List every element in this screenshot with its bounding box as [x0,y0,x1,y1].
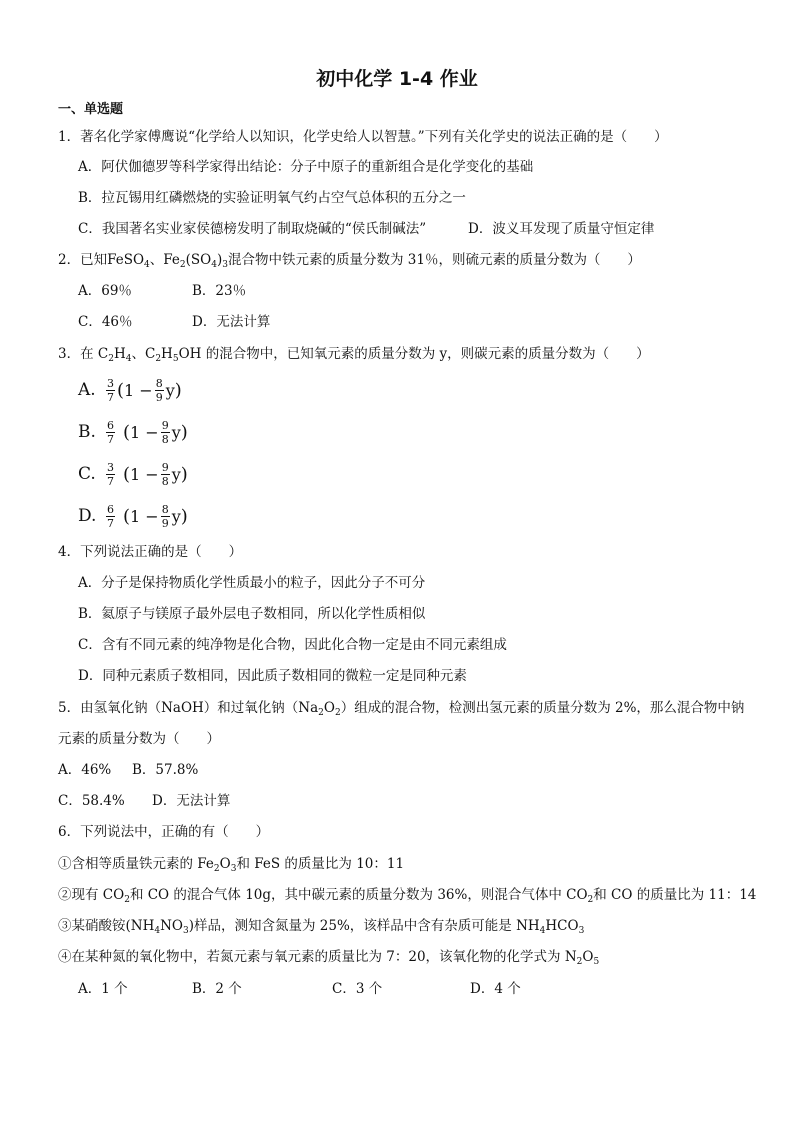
question-1-option-a[interactable]: A．阿伏伽德罗等科学家得出结论：分子中原子的重新组合是化学变化的基础 [78,159,534,175]
fraction: $\frac{3}{7}$ [107,376,114,404]
question-4-option-d[interactable]: D．同种元素质子数相同，因此质子数相同的微粒一定是同种元素 [78,668,467,684]
question-2-option-d[interactable]: D．无法计算 [192,314,271,330]
question-2-option-c[interactable]: C．46％ [78,314,133,330]
question-6-option-d[interactable]: D．4 个 [470,981,521,997]
question-2-stem: 2．已知FeSO$_4$、$Fe_2(SO_4)_3$混合物中铁元素的质量分数为 31％，则硫元素的质量分数为（ ） [58,252,641,270]
question-2-option-b[interactable]: B．23％ [192,283,247,299]
question-3-option-c[interactable]: C. $\frac{3}{7}$ ( 1 − $\frac{9}{8}$ y ) [78,460,188,488]
question-5-stem-continued: 元素的质量分数为（ ） [58,731,220,747]
fraction: $\frac{9}{8}$ [161,418,169,446]
fraction: $\frac{6}{7}$ [107,418,114,446]
question-1-option-c[interactable]: C．我国著名实业家侯德榜发明了制取烧碱的“侯氏制碱法” [78,221,427,237]
question-3-option-d[interactable]: D. $\frac{6}{7}$ ( 1 − $\frac{8}{9}$ y ) [78,502,188,530]
fraction: $\frac{6}{7}$ [107,502,114,530]
question-6-option-a[interactable]: A．1 个 [78,981,128,997]
question-6-statement-3: ③某硝酸铵$(NH_4NO_3)$样品，测知含氮量为 25%，该样品中含有杂质可能是 $NH_4HCO_3$ [58,918,585,936]
question-5-option-c[interactable]: C．58.4% [58,793,125,809]
question-3-option-a[interactable]: A. $\frac{3}{7}$ ( 1 − $\frac{8}{9}$ y ) [78,376,182,404]
question-5-option-b[interactable]: B．57.8% [132,762,199,778]
fraction: $\frac{9}{8}$ [161,460,169,488]
question-4-option-c[interactable]: C．含有不同元素的纯净物是化合物，因此化合物一定是由不同元素组成 [78,637,507,653]
question-5-option-d[interactable]: D．无法计算 [152,793,231,809]
question-5-stem: 5．由氢氧化钠（NaOH）和过氧化钠$(Na_2O_2)$组成的混合物，检测出氢元素的质量分数为 2%，那么混合物中钠 [58,700,745,718]
question-6-statement-2: ②现有 $CO_2$和 CO 的混合气体 10g，其中碳元素的质量分数为 36%，则混合气体中 $CO_2$和 CO 的质量比为 11：14 [58,887,757,905]
question-1-stem: 1．著名化学家傅鹰说“化学给人以知识，化学史给人以智慧。”下列有关化学史的说法正确的是（ ） [58,129,668,145]
question-6-statement-1: ①含相等质量铁元素的 $Fe_2O_3$和 FeS 的质量比为 10：11 [58,856,405,874]
question-2-option-a[interactable]: A．69％ [78,283,132,299]
question-4-option-b[interactable]: B．氦原子与镁原子最外层电子数相同，所以化学性质相似 [78,606,426,622]
page-title: 初中化学 1-4 作业 [316,68,478,90]
fraction: $\frac{3}{7}$ [107,460,114,488]
question-6-statement-4: ④在某种氮的氧化物中，若氮元素与氧元素的质量比为 7：20，该氧化物的化学式为 $N_2O_5$ [58,949,600,967]
question-1-option-b[interactable]: B．拉瓦锡用红磷燃烧的实验证明氧气约占空气总体积的五分之一 [78,190,466,206]
question-1-option-d[interactable]: D．波义耳发现了质量守恒定律 [468,221,655,237]
question-4-option-a[interactable]: A．分子是保持物质化学性质最小的粒子，因此分子不可分 [78,575,426,591]
question-3-stem: 3．在 $C_2H_4$、$C_2H_5OH$ 的混合物中，已知氧元素的质量分数为 y，则碳元素的质量分数为（ ） [58,346,650,364]
question-6-stem: 6．下列说法中，正确的有（ ） [58,824,270,840]
question-6-option-b[interactable]: B．2 个 [192,981,242,997]
section-heading: 一、单选题 [58,102,124,117]
fraction: $\frac{8}{9}$ [155,376,163,404]
fraction: $\frac{8}{9}$ [161,502,169,530]
question-5-option-a[interactable]: A．46% [58,762,112,778]
question-6-option-c[interactable]: C．3 个 [332,981,383,997]
question-4-stem: 4．下列说法正确的是（ ） [58,544,243,560]
question-3-option-b[interactable]: B. $\frac{6}{7}$ ( 1 − $\frac{9}{8}$ y ) [78,418,188,446]
